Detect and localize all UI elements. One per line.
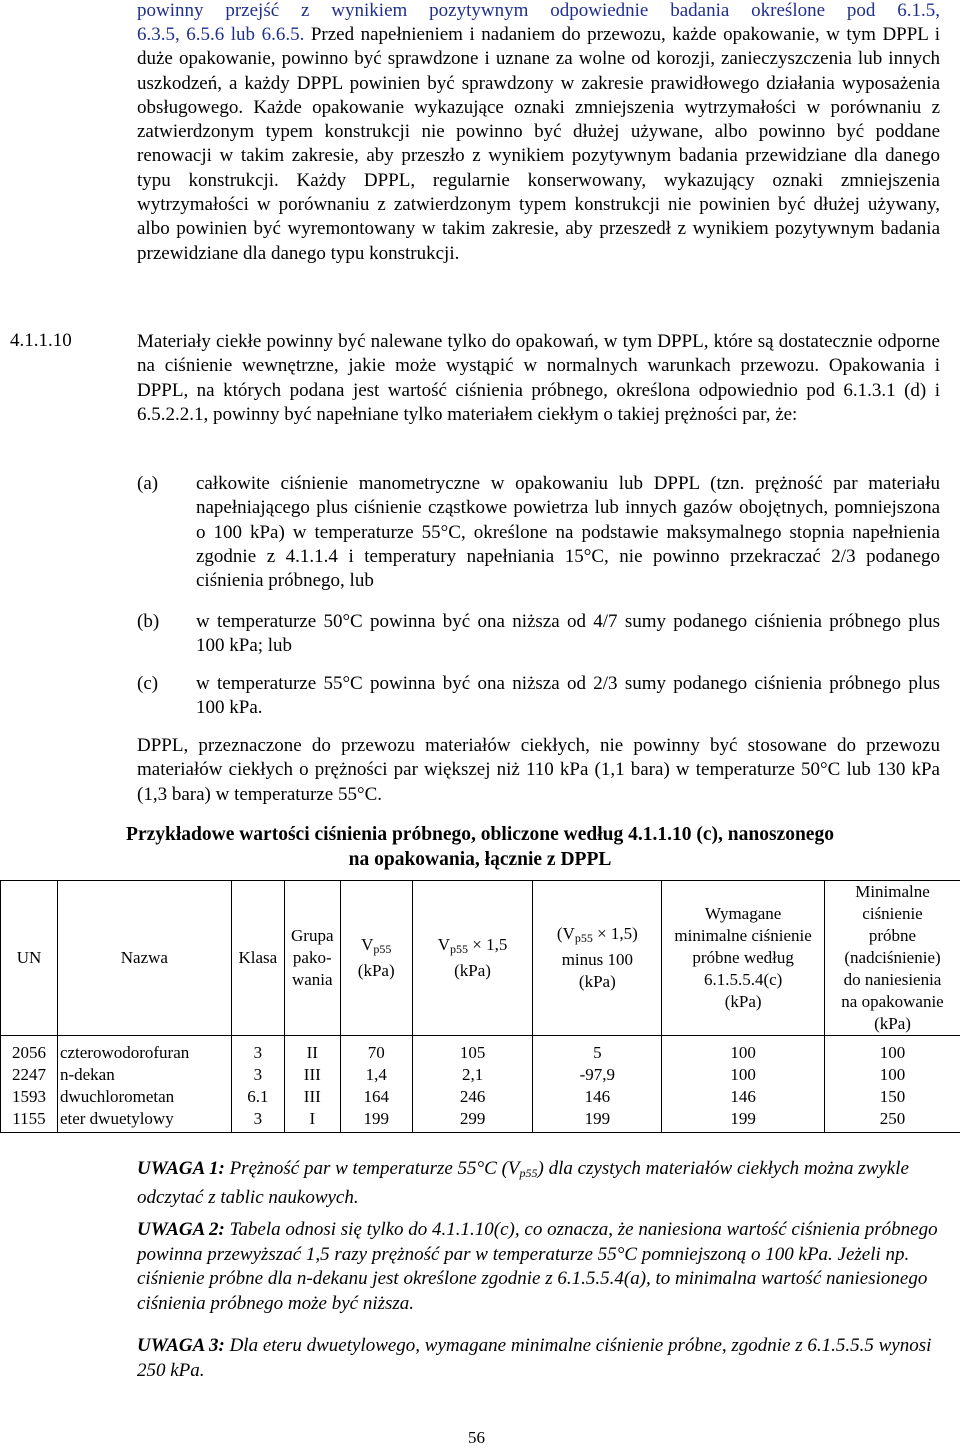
para-continuation <box>137 23 940 266</box>
cell-required: 100 <box>662 1064 825 1086</box>
cell-minimum: 100 <box>825 1064 960 1086</box>
header-required-4: 6.1.5.5.4(c) <box>703 970 783 989</box>
cell-group: II <box>284 1036 340 1065</box>
header-vp15-unit: (kPa) <box>454 961 491 980</box>
cell-name: dwuchlorometan <box>57 1086 231 1108</box>
cell-group: I <box>284 1108 340 1133</box>
pressure-table <box>0 880 960 1133</box>
cell-vp15: 2,1 <box>412 1064 533 1086</box>
cell-un: 2056 <box>1 1036 58 1065</box>
header-vp15-op: × 1,5 <box>472 935 508 954</box>
section-text: Materiały ciekłe powinny być nalewane tylko do opakowań, w tym DPPL, które są dostatecznie odporne na ciśnienie wewnętrzne, jakie może wystąpić w normalnych warunkach przewozu. Opakowania i DPPL, na których podana jest wartość ciśnienia próbnego, określona odpowiednio pod 6.1.3.1 (d) i 6.5.2.2.1, powinny być napełniane tylko materiałem ciekłym o takiej prężności par, że: <box>137 331 940 425</box>
header-minimum-7: (kPa) <box>874 1014 911 1033</box>
header-required-5: (kPa) <box>724 992 762 1011</box>
header-required <box>662 881 825 1036</box>
note-3-text: Dla eteru dwuetylowego, wymagane minimalne ciśnienie próbne, zgodnie z 6.1.5.5.5 wynosi 250 kPa. <box>137 1335 932 1381</box>
header-group <box>284 881 340 1036</box>
header-required-1: Wymagane <box>704 904 782 923</box>
cell-vp55: 70 <box>340 1036 412 1065</box>
header-minimum-3: próbne <box>868 926 917 945</box>
note-1-label: UWAGA 1: <box>137 1158 225 1179</box>
cell-class: 3 <box>231 1108 284 1133</box>
header-minus-symbol <box>535 923 659 949</box>
header-vp55-sub: p55 <box>373 942 392 956</box>
cell-minimum: 100 <box>825 1036 960 1065</box>
cell-un: 1155 <box>1 1108 58 1133</box>
note-3-label: UWAGA 3: <box>137 1335 225 1356</box>
cell-minus: -97,9 <box>533 1064 662 1086</box>
para-continuation-ref: 6.3.5, 6.5.6 lub 6.6.5. <box>137 24 305 45</box>
header-vp15-base: V <box>437 935 451 954</box>
cell-minimum: 250 <box>825 1108 960 1133</box>
note-1 <box>137 1157 940 1210</box>
cell-vp15: 105 <box>412 1036 533 1065</box>
cell-class: 3 <box>231 1036 284 1065</box>
cell-required: 100 <box>662 1036 825 1065</box>
header-minus-open: (V <box>556 924 575 943</box>
cell-name: czterowodorofuran <box>57 1036 231 1065</box>
note-1-text-a: Prężność par w temperaturze 55°C (V <box>229 1158 520 1179</box>
header-group-2: pako- <box>292 948 332 967</box>
cell-vp15: 299 <box>412 1108 533 1133</box>
cell-name: n-dekan <box>57 1064 231 1086</box>
note-2 <box>137 1218 940 1316</box>
item-b-text: w temperaturze 50°C powinna być ona niższa od 4/7 sumy podanego ciśnienia próbnego plus 100 kPa; lub <box>196 611 940 657</box>
section-number: 4.1.1.10 <box>10 330 72 351</box>
cell-required: 199 <box>662 1108 825 1133</box>
note-2-text: Tabela odnosi się tylko do 4.1.1.10(c), co oznacza, że naniesiona wartość ciśnienia próbnego powinna przewyższać 1,5 razy prężność par w temperaturze 55°C pomniejszoną o 100 kPa. Jeżeli np. ciśnienie próbne dla n-dekanu jest określone zgodnie z 6.1.5.5.4(a), to minimalna wartość naniesionego ciśnienia próbnego może być niższa. <box>137 1219 938 1314</box>
item-a-label: (a) <box>137 473 159 494</box>
table-caption-line1: Przykładowe wartości ciśnienia próbnego, obliczone według 4.1.1.10 (c), nanoszonego <box>126 824 834 845</box>
header-minimum <box>825 881 960 1036</box>
table-caption-line2: na opakowania, łącznie z DPPL <box>348 849 612 870</box>
header-required-3: próbne według <box>692 948 794 967</box>
page-number: 56 <box>468 1428 485 1447</box>
cell-required: 146 <box>662 1086 825 1108</box>
cell-minimum: 150 <box>825 1086 960 1108</box>
note-3 <box>137 1334 940 1383</box>
table-row <box>1 1064 960 1086</box>
header-vp15-sub: p55 <box>450 942 469 956</box>
header-minimum-1: Minimalne <box>855 882 930 901</box>
table-row <box>1 1036 960 1065</box>
cell-vp55: 199 <box>340 1108 412 1133</box>
cell-vp55: 164 <box>340 1086 412 1108</box>
cell-name: eter dwuetylowy <box>57 1108 231 1133</box>
cell-minus: 199 <box>533 1108 662 1133</box>
item-c-label: (c) <box>137 673 159 694</box>
header-class: Klasa <box>231 881 284 1036</box>
header-un: UN <box>1 881 58 1036</box>
header-group-3: wania <box>291 970 333 989</box>
cell-group: III <box>284 1086 340 1108</box>
table-row <box>1 1086 960 1108</box>
cell-minus: 5 <box>533 1036 662 1065</box>
header-minus <box>533 881 662 1036</box>
header-minus-op: × 1,5) <box>597 924 638 943</box>
note-1-sub: p55 <box>519 1166 538 1180</box>
header-vp55-symbol <box>343 934 410 960</box>
cell-vp15: 246 <box>412 1086 533 1108</box>
header-minimum-2: ciśnienie <box>862 904 923 923</box>
table-caption <box>60 822 900 872</box>
header-minus-sub: p55 <box>574 931 593 945</box>
item-a-text: całkowite ciśnienie manometryczne w opakowaniu lub DPPL (tzn. prężność par materiału napełniającego plus ciśnienie cząstkowe powietrza lub innych gazów obojętnych, pomniejszona o 100 kPa) w temperaturze 55°C, określone na podstawie maksymalnego stopnia napełnienia zgodnie z 4.1.1.4 i temperatury napełniania 15°C, nie powinno przekraczać 2/3 podanego ciśnienia próbnego, lub <box>196 473 940 592</box>
header-vp15-symbol <box>415 934 531 960</box>
cell-vp55: 1,4 <box>340 1064 412 1086</box>
cell-class: 3 <box>231 1064 284 1086</box>
header-vp55-base: V <box>361 935 374 954</box>
header-group-1: Grupa <box>291 926 334 945</box>
cell-group: III <box>284 1064 340 1086</box>
item-b-label: (b) <box>137 611 160 632</box>
cell-minus: 146 <box>533 1086 662 1108</box>
header-minimum-4: (nadciśnienie) <box>844 948 941 967</box>
note-1-text-b: ) dla czystych materiałów ciekłych można zwykle odczytać z tablic naukowych. <box>137 1158 909 1208</box>
cell-class: 6.1 <box>231 1086 284 1108</box>
section-closing: DPPL, przeznaczone do przewozu materiałów ciekłych, nie powinny być stosowane do przewozu materiałów ciekłych o prężności par większej niż 110 kPa (1,1 bara) w temperaturze 50°C lub 130 kPa (1,3 bara) w temperaturze 55°C. <box>137 735 940 805</box>
table-header-row <box>1 881 960 1036</box>
header-minimum-5: do naniesienia <box>843 970 942 989</box>
header-required-2: minimalne ciśnienie <box>674 926 812 945</box>
para-continuation-line1: powinny przejść z wynikiem pozytywnym odpowiednie badania określone pod 6.1.5, <box>137 0 940 21</box>
cell-un: 1593 <box>1 1086 58 1108</box>
item-c-text: w temperaturze 55°C powinna być ona niższa od 2/3 sumy podanego ciśnienia próbnego plus 100 kPa. <box>196 673 940 719</box>
cell-un: 2247 <box>1 1064 58 1086</box>
header-name: Nazwa <box>57 881 231 1036</box>
header-minus-3: (kPa) <box>578 972 616 991</box>
header-minus-2: minus 100 <box>561 950 633 969</box>
header-minimum-6: na opakowanie <box>841 992 944 1011</box>
table-row <box>1 1108 960 1133</box>
header-vp15 <box>412 881 533 1036</box>
para-continuation-text: Przed napełnieniem i nadaniem do przewozu, każde opakowanie, w tym DPPL i duże opakowanie, powinno być sprawdzone i uznane za wolne od korozji, zanieczyszczenia lub innych uszkodzeń, a każdy DPPL powinien być sprawdzony w zakresie prawidłowego działania wyposażenia obsługowego. Każde opakowanie wykazujące oznaki zmniejszenia wytrzymałości w porównaniu z zatwierdzonym typem konstrukcji nie powinno być dłużej używane, albo powinno być poddane renowacji w takim zakresie, aby przeszło z wynikiem pozytywnym badania przewidziane dla danego typu konstrukcji. Każdy DPPL, regularnie konserwowany, wykazujący oznaki zmniejszenia wytrzymałości w porównaniu z zatwierdzonym typem konstrukcji nie powinien być dłużej używany, albo powinien być wyremontowany w takim zakresie, aby przeszedł z wynikiem pozytywnym badania przewidziane dla danego typu konstrukcji. <box>137 24 940 264</box>
header-vp55-unit: (kPa) <box>357 961 395 980</box>
note-2-label: UWAGA 2: <box>137 1219 225 1240</box>
header-vp55 <box>340 881 412 1036</box>
